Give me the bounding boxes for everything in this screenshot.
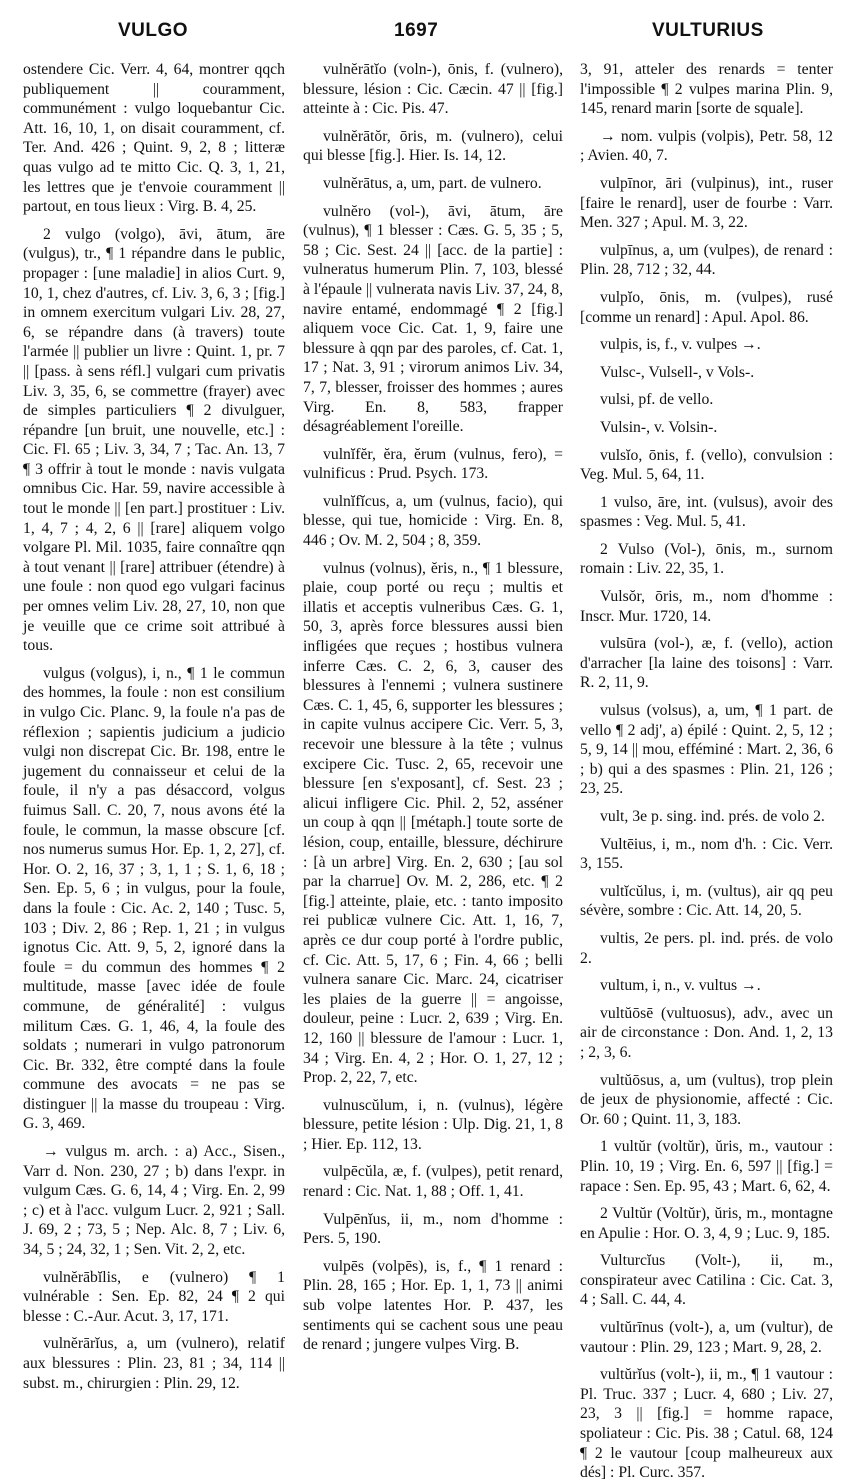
dictionary-entry: Vulsc-, Vulsell-, v Vols-. <box>600 363 755 381</box>
dictionary-entry: vulnĭfĕr, ĕra, ĕrum (vulnus, fero), = vulnificus : Prud. Psych. 173. <box>303 445 563 483</box>
running-header <box>0 0 850 60</box>
dictionary-entry: vulnuscŭlum, i, n. (vulnus), légère blessure, petite lésion : Ulp. Dig. 21, 1, 8 ; Hier. Ep. 112, 13. <box>303 1096 563 1153</box>
dictionary-entry: 1 vulso, āre, int. (vulsus), avoir des spasmes : Veg. Mul. 5, 41. <box>580 493 833 531</box>
dictionary-entry: → vulgus m. arch. : a) Acc., Sisen., Varr d. Non. 230, 27 ; b) dans l'expr. in vulgum Cæs. G. 6, 14, 4 ; Virg. En. 2, 99 ; c) et à l'acc. vulgum Lucr. 2, 921 ; Sall. J. 69, 2 ; 73, 5 ; Nep. Alc. 8, 7 ; Liv. 6, 34, 5 ; 24, 32, 1 ; Sen. Vit. 2, 2, etc. <box>23 1143 285 1259</box>
dictionary-entry: Vulsin-, v. Volsin-. <box>600 418 718 436</box>
dictionary-entry: Vulsŏr, ōris, m., nom d'homme : Inscr. Mur. 1720, 14. <box>580 588 833 625</box>
dictionary-entry: vulnĭfĭcus, a, um (vulnus, facio), qui blesse, qui tue, homicide : Virg. En. 8, 446 ; Ov. M. 2, 504 ; 8, 359. <box>303 492 563 550</box>
dictionary-entry: vulnĕrātĭo (voln-), ōnis, f. (vulnero), blessure, lésion : Cic. Cæcin. 47 || [fig.] atteinte à : Cic. Pis. 47. <box>303 61 563 118</box>
dictionary-entry: vultum, i, n., v. vultus →. <box>600 977 761 995</box>
dictionary-entry: vult, 3e p. sing. ind. prés. de volo 2. <box>600 808 825 825</box>
dictionary-entry: vultŭrĭus (volt-), ii, m., ¶ 1 vautour : Pl. Truc. 337 ; Lucr. 4, 680 ; Liv. 27, 23, 3 || [fig.] = homme rapace, spoliateur : Cic. Pis. 38 ; Catul. 68, 124 ¶ 2 le vautour [coup malheureux aux dés] : Pl. Curc. 357. <box>580 1366 833 1482</box>
dictionary-entry: → nom. vulpis (volpis), Petr. 58, 12 ; Avien. 40, 7. <box>580 127 833 165</box>
dictionary-entry: 2 vulgo (volgo), āvi, ātum, āre (vulgus), tr., ¶ 1 répandre dans le public, propager : [une maladie] in alios Curt. 9, 10, 1, chez d'autres, cf. Liv. 3, 6, 3 ; [fig.] in omnem exercitum vulgari Liv. 28, 27, 6, se répandre dans (à travers) toute l'armée || publier un livre : Quint. 1, pr. 7 || [pass. à sens réfl.] vulgari cum privatis Liv. 3, 35, 6, se commettre (frayer) avec de simples particuliers ¶ 2 divulguer, répandre [un bruit, une nouvelle, etc.] : Cic. Fl. 65 ; Liv. 3, 34, 7 ; Tac. An. 13, 7 ¶ 3 offrir à tout le monde : navis vulgata omnibus Cic. Har. 59, navire accessible à tout le monde || [en part.] prostituer : Liv. 1, 4, 7 ; 4, 2, 6 || [rare] aliquem volgo volgare Pl. Mil. 1035, faire connaître qqn à tout venant || [rare] attribuer (étendre) à une foule : non quod ego vulgari facinus per omnes velim Liv. 28, 27, 10, non que je veuille que ce crime soit attribué à tous. <box>23 225 285 655</box>
column-3 <box>580 60 833 1482</box>
dictionary-entry: vulsūra (vol-), æ, f. (vello), action d'arracher [la laine des toisons] : Varr. R. 2, 11, 9. <box>580 635 833 692</box>
dictionary-entry: 2 Vulso (Vol-), ōnis, m., surnom romain : Liv. 22, 35, 1. <box>580 540 833 578</box>
dictionary-entry: vulpīnus, a, um (vulpes), de renard : Plin. 28, 712 ; 32, 44. <box>580 241 833 279</box>
dictionary-entry: vultŭrīnus (volt-), a, um (vultur), de vautour : Plin. 29, 123 ; Mart. 9, 28, 2. <box>580 1319 833 1356</box>
header-first-entry: VULGO <box>118 20 189 41</box>
dictionary-entry: vulgus (volgus), i, n., ¶ 1 le commun des hommes, la foule : non est consilium in vulgo Cic. Planc. 9, la foule n'a pas de réflexion ; sapientis judicium a judicio vulgi non discrepat Cic. Br. 198, entre le jugement du connaisseur et celui de la foule, il n'y a pas désaccord, volgus fuimus Sall. C. 20, 7, nous avons été la foule, le commun, la masse obscure [cf. nos numerus sumus Hor. Ep. 1, 2, 27], cf. Hor. O. 2, 16, 37 ; 3, 1, 1 ; S. 1, 6, 18 ; Sen. Ep. 5, 6 ; in vulgus, pour la foule, dans la foule : Cic. Ac. 2, 140 ; Tusc. 5, 103 ; Div. 2, 86 ; Rep. 1, 21 ; in vulgus ignotus Cic. Att. 9, 5, 2, ignoré dans la foule = du commun des hommes ¶ 2 multitude, masse [avec idée de foule commune, de généralité] : vulgus militum Cæs. G. 1, 46, 4, la foule des soldats ; numerari in vulgo patronorum Cic. Br. 332, être compté dans la foule commune des avocats = ne pas se distinguer || la masse du troupeau : Virg. G. 3, 469. <box>23 664 285 1133</box>
dictionary-entry: vulnĕrātŏr, ōris, m. (vulnero), celui qui blesse [fig.]. Hier. Is. 14, 12. <box>303 127 563 165</box>
dictionary-entry: vulnĕrārĭus, a, um (vulnero), relatif aux blessures : Plin. 23, 81 ; 34, 114 || subst. m., chirurgien : Plin. 29, 12. <box>23 1335 285 1392</box>
dictionary-entry: vulpēs (volpēs), is, f., ¶ 1 renard : Plin. 28, 165 ; Hor. Ep. 1, 1, 73 || animi sub volpe latentes Hor. P. 437, les sentiments qui se cachent sous une peau de renard ; jungere vulpes Virg. B. <box>303 1257 563 1354</box>
dictionary-entry: Vulturcĭus (Volt-), ii, m., conspirateur avec Catilina : Cic. Cat. 3, 4 ; Sall. C. 44, 4. <box>580 1252 833 1309</box>
dictionary-entry: vulsi, pf. de vello. <box>600 391 714 409</box>
dictionary-entry: 3, 91, atteler des renards = tenter l'impossible ¶ 2 vulpes marina Plin. 9, 145, renard marin [sorte de squale]. <box>580 61 833 118</box>
dictionary-entry: 2 Vultŭr (Voltŭr), ŭris, m., montagne en Apulie : Hor. O. 3, 4, 9 ; Luc. 9, 185. <box>580 1205 833 1242</box>
dictionary-entry: vulsĭo, ōnis, f. (vello), convulsion : Veg. Mul. 5, 64, 11. <box>580 446 833 484</box>
dictionary-entry: vultŭōsē (vultuosus), adv., avec un air de circonstance : Don. And. 1, 2, 13 ; 2, 3, 6. <box>580 1004 833 1061</box>
header-last-entry: VULTURIUS <box>652 20 764 41</box>
dictionary-entry: vulnĕrātus, a, um, part. de vulnero. <box>323 174 542 192</box>
dictionary-entry: vultŭōsus, a, um (vultus), trop plein de jeux de physionomie, affecté : Cic. Or. 60 ; Quint. 11, 3, 183. <box>580 1071 833 1128</box>
dictionary-entry: vultĭcŭlus, i, m. (vultus), air qq peu sévère, sombre : Cic. Att. 14, 20, 5. <box>580 882 833 920</box>
dictionary-entry: vulpis, is, f., v. vulpes →. <box>600 336 761 354</box>
dictionary-entry: Vulpēnĭus, ii, m., nom d'homme : Pers. 5, 190. <box>303 1210 563 1248</box>
dictionary-entry: vulnĕrābĭlis, e (vulnero) ¶ 1 vulnérable : Sen. Ep. 82, 24 ¶ 2 qui blesse : C.-Aur. Acut. 3, 17, 171. <box>23 1268 285 1325</box>
dictionary-entry: vulpīnor, āri (vulpinus), int., ruser [faire le renard], user de fourbe : Varr. Men. 327 ; Apul. M. 3, 22. <box>580 174 833 232</box>
column-1 <box>23 60 285 1392</box>
dictionary-entry: vulpēcŭla, æ, f. (vulpes), petit renard, renard : Cic. Nat. 1, 88 ; Off. 1, 41. <box>303 1163 563 1201</box>
dictionary-entry: ostendere Cic. Verr. 4, 64, montrer qqch publiquement || couramment, communément : vulgo loquebantur Cic. Att. 16, 10, 1, on disait couramment, cf. Ter. And. 426 ; Quint. 9, 2, 8 ; litteræ quas vulgo ad te mitto Cic. Q. 3, 1, 21, les lettres que je t'envoie couramment || partout, en tous lieux : Virg. B. 4, 25. <box>23 61 285 216</box>
column-2 <box>303 60 563 1352</box>
page-number: 1697 <box>394 20 439 41</box>
dictionary-entry: vulnĕro (vol-), āvi, ātum, āre (vulnus), ¶ 1 blesser : Cæs. G. 5, 35 ; 5, 58 ; Cic. Sest. 24 || [acc. de la partie] : vulneratus humerum Plin. 7, 103, blessé à l'épaule || vulnerata navis Liv. 37, 24, 8, navire entamé, endommagé ¶ 2 [fig.] aliquem voce Cic. Cat. 1, 9, faire une blessure à qqn par des paroles, cf. Cat. 1, 17 ; Nat. 3, 91 ; virorum animos Liv. 34, 7, 7, blesser, froisser des hommes ; aures Virg. En. 8, 583, frapper désagréablement l'oreille. <box>303 202 563 436</box>
dictionary-entry: vulnus (volnus), ĕris, n., ¶ 1 blessure, plaie, coup porté ou reçu ; multis et illatis et acceptis vulneribus Cæs. G. 1, 50, 3, après force blessures aussi bien infligées que reçues ; hostibus vulnera inferre Cæs. C. 2, 6, 3, causer des blessures à l'ennemi ; vulnera sustinere Cæs. C. 1, 45, 6, supporter les blessures ; in capite vulnus accipere Cic. Verr. 5, 3, recevoir une blessure à la tête ; vulnus excipere Cic. Tusc. 2, 65, recevoir une blessure [en s'exposant], cf. Sest. 23 ; alicui infligere Cic. Phil. 2, 52, asséner un coup à qqn || [métaph.] toute sorte de lésion, coup, entaille, blessure, déchirure : [à un arbre] Virg. En. 2, 630 ; [au sol par la charrue] Ov. M. 2, 286, etc. ¶ 2 [fig.] atteinte, plaie, etc. : tanto imposito rei publicæ vulnere Cic. Att. 1, 16, 7, après ce dur coup porté à l'ordre public, cf. Cic. Att. 5, 17, 6 ; Fin. 4, 66 ; belli vulnera sanare Cic. Marc. 24, cicatriser les plaies de la guerre || = angoisse, douleur, peine : Lucr. 2, 639 ; Virg. En. 12, 160 || blessure de l'amour : Lucr. 1, 34 ; Virg. En. 4, 2 ; Hor. O. 1, 27, 12 ; Prop. 2, 22, 7, etc. <box>303 559 563 1087</box>
dictionary-entry: 1 vultŭr (voltŭr), ŭris, m., vautour : Plin. 10, 19 ; Virg. En. 6, 597 || [fig.] = rapace : Sen. Ep. 95, 43 ; Mart. 6, 62, 4. <box>580 1138 833 1195</box>
dictionary-entry: Vultēius, i, m., nom d'h. : Cic. Verr. 3, 155. <box>580 835 833 873</box>
dictionary-entry: vulsus (volsus), a, um, ¶ 1 part. de vello ¶ 2 adj', a) épilé : Quint. 2, 5, 12 ; 5, 9, 14 || mou, efféminé : Mart. 2, 36, 6 ; b) qui a des spasmes : Plin. 21, 126 ; 23, 25. <box>580 702 833 798</box>
dictionary-entry: vulpĭo, ōnis, m. (vulpes), rusé [comme un renard] : Apul. Apol. 86. <box>580 288 833 326</box>
dictionary-entry: vultis, 2e pers. pl. ind. prés. de volo 2. <box>580 929 833 967</box>
